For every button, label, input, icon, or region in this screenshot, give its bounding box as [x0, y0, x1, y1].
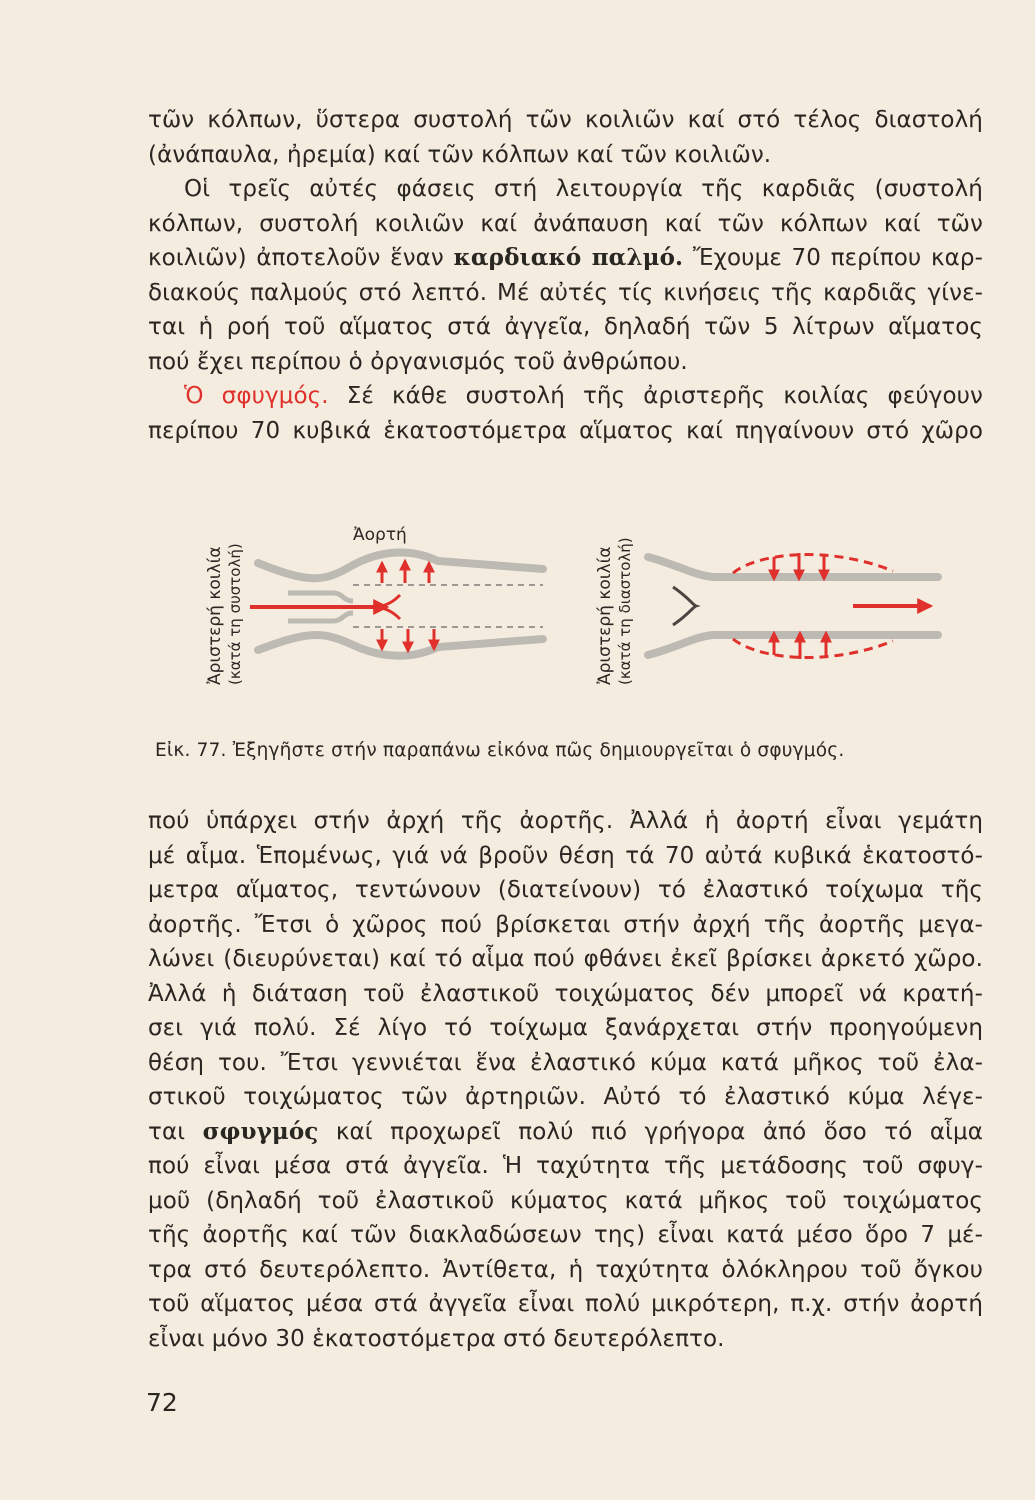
figure-svg — [148, 505, 983, 705]
left-label-line1: Ἀριστερή κοιλία — [205, 546, 225, 685]
closed-valve — [673, 587, 696, 625]
text-line: θέση του. Ἔτσι γεννιέται ἕνα ἐλαστικό κύμα κατά μῆκος τοῦ ἐλα- — [148, 1049, 983, 1076]
right-label-line1: Ἀριστερή κοιλία — [595, 546, 615, 685]
text-line: πού ὑπάρχει στήν ἀρχή τῆς ἀορτῆς. Ἀλλά ἡ ἀορτή εἶναι γεμάτη — [148, 808, 983, 834]
text-line: λώνει (διευρύνεται) καί τό αἷμα πού φθάνει ἐκεῖ βρίσκει ἀρκετό χῶρο. — [148, 946, 983, 972]
aorta-lower-wall — [648, 635, 938, 655]
page-number: 72 — [146, 1388, 178, 1417]
flow-branch — [378, 607, 400, 619]
text-run: Ἔχουμε 70 περίπου καρ- — [683, 245, 983, 271]
systole-diagram — [250, 525, 543, 656]
text-line: πού εἶναι μέσα στά ἀγγεῖα. Ἡ ταχύτητα τῆς μετάδοσης τοῦ σφυγ- — [148, 1153, 983, 1179]
text-line: Οἱ τρεῖς αὐτές φάσεις στή λειτουργία τῆς καρδιᾶς (συστολή — [184, 176, 983, 202]
aorta-lower-wall — [258, 635, 543, 656]
figure-caption: Εἰκ. 77. Ἐξηγῆστε στήν παραπάνω εἰκόνα πῶς δημιουργεῖται ὁ σφυγμός. — [155, 740, 845, 761]
text-line: περίπου 70 κυβικά ἑκατοστόμετρα αἵματος καί πηγαίνουν στό χῶρο — [148, 417, 983, 444]
right-label-line2: (κατά τη διαστολή) — [616, 537, 634, 685]
text-line: εἶναι μόνο 30 ἑκατοστόμετρα στό δευτερόλεπτο. — [148, 1325, 725, 1352]
text-line: μετρα αἵματος, τεντώνουν (διατείνουν) τό ἐλαστικό τοίχωμα τῆς — [148, 877, 983, 903]
text-line: ἀορτῆς. Ἔτσι ὁ χῶρος πού βρίσκεται στήν ἀρχή τῆς ἀορτῆς μεγα- — [148, 911, 983, 938]
text-line: στικοῦ τοιχώματος τῶν ἀρτηριῶν. Αὐτό τό ἐλαστικό κύμα λέγε- — [148, 1084, 983, 1110]
wall-push-arrows-up — [382, 561, 429, 583]
text-line: κόλπων, συστολή κοιλιῶν καί ἀνάπαυση καί τῶν κόλπων καί τῶν — [148, 210, 983, 237]
text-line: (ἀνάπαυλα, ἠρεμία) καί τῶν κόλπων καί τῶν κοιλιῶν. — [148, 141, 772, 168]
text-line — [148, 1115, 983, 1150]
left-side-label — [205, 543, 244, 685]
text-line: μέ αἷμα. Ἑπομένως, γιά νά βροῦν θέση τά 70 αὐτά κυβικά ἑκατοστό- — [148, 842, 983, 869]
bold-term: καρδιακό παλμό. — [453, 244, 684, 271]
aorta-upper-wall — [258, 552, 543, 578]
pulse-figure — [148, 505, 983, 705]
flow-branch — [378, 595, 400, 607]
text-run: ται — [148, 1118, 203, 1145]
stretched-wall-lower — [733, 639, 893, 657]
text-line: διακούς παλμούς στό λεπτό. Μέ αὐτές τίς κινήσεις τῆς καρδιᾶς γίνε- — [148, 279, 983, 306]
valve-upper — [288, 593, 353, 601]
diastole-diagram — [648, 553, 938, 659]
stretched-wall-upper — [733, 555, 893, 573]
text-line: τρα στό δευτερόλεπτο. Ἀντίθετα, ἡ ταχύτητα ὁλόκληρου τοῦ ὄγκου — [148, 1256, 983, 1283]
aorta-label: Ἀορτή — [353, 525, 407, 545]
text-line: τῶν κόλπων, ὕστερα συστολή τῶν κοιλιῶν καί στό τέλος διαστολή — [148, 107, 983, 133]
right-side-label — [595, 537, 634, 685]
text-line: τῆς ἀορτῆς καί τῶν διακλαδώσεων της) εἶναι κατά μέσο ὅρο 7 μέ- — [148, 1222, 983, 1248]
text-run: κοιλιῶν) ἀποτελοῦν ἕναν — [148, 245, 454, 271]
text-run: καί προχωρεῖ πολύ πιό γρήγορα ἀπό ὅσο τό αἷμα — [318, 1118, 983, 1145]
aorta-upper-wall — [648, 557, 938, 577]
text-line: ται ἡ ροή τοῦ αἵματος στά ἀγγεῖα, δηλαδή τῶν 5 λίτρων αἵματος — [148, 314, 983, 340]
valve-lower — [288, 613, 353, 621]
text-line: σει γιά πολύ. Σέ λίγο τό τοίχωμα ξανάρχεται στήν προηγούμενη — [148, 1015, 983, 1041]
text-line — [148, 241, 983, 276]
text-run: Σέ κάθε συστολή τῆς ἀριστερῆς κοιλίας φεύγουν — [328, 383, 983, 409]
text-line: πού ἔχει περίπου ὁ ὀργανισμός τοῦ ἀνθρώπου. — [148, 348, 688, 375]
text-line: τοῦ αἵματος μέσα στά ἀγγεῖα εἶναι πολύ μικρότερη, π.χ. στήν ἀορτή — [148, 1291, 983, 1317]
text-line: Ἀλλά ἡ διάταση τοῦ ἐλαστικοῦ τοιχώματος δέν μπορεῖ νά κρατή- — [148, 980, 983, 1007]
text-line — [148, 379, 983, 414]
text-line: μοῦ (δηλαδή τοῦ ἐλαστικοῦ κύματος κατά μῆκος τοῦ τοιχώματος — [148, 1187, 983, 1214]
top-text-block — [148, 103, 983, 448]
bold-term: σφυγμός — [202, 1117, 319, 1145]
left-label-line2: (κατά τη συστολή) — [226, 543, 244, 685]
bottom-text-block — [148, 804, 983, 1356]
section-heading: Ὁ σφυγμός. — [184, 383, 329, 409]
